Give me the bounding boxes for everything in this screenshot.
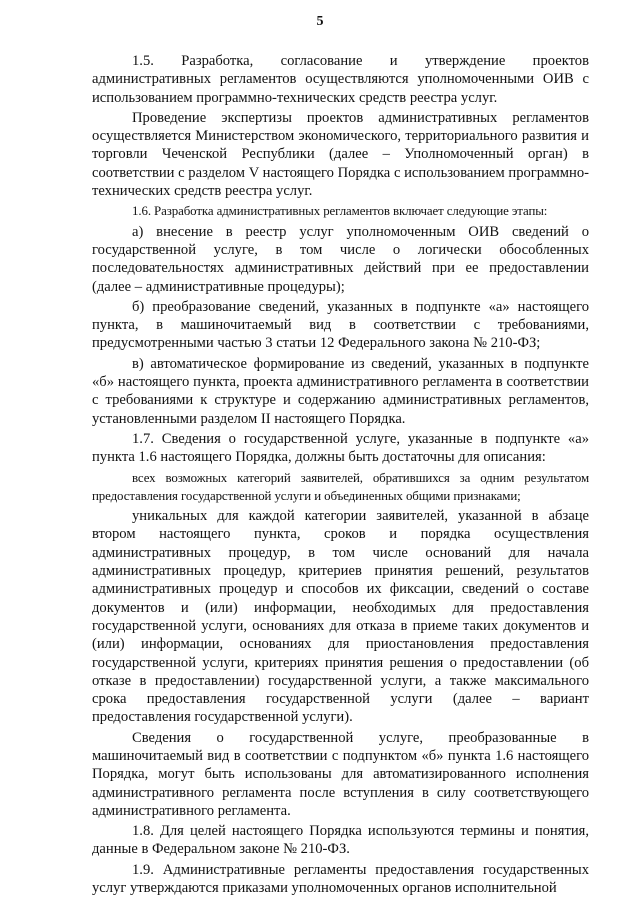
paragraph-1-5: 1.5. Разработка, согласование и утверждение проектов административных регламентов осуществляются уполномоченными ОИВ с использованием программно-технических средств реестра услуг. <box>92 53 589 106</box>
paragraph-1-6: 1.6. Разработка административных регламентов включает следующие этапы: <box>132 204 548 219</box>
paragraph-1-7: 1.7. Сведения о государственной услуге, указанные в подпункте «а» пункта 1.6 настоящего Порядка, должны быть достаточны для описания: <box>92 430 589 466</box>
paragraph-1-8: 1.8. Для целей настоящего Порядка используются термины и понятия, данные в Федеральном законе № 210-ФЗ. <box>92 823 589 858</box>
paragraph-1-6-v: в) автоматическое формирование из сведений, указанных в подпункте «б» настоящего пункта, проекта административного регламента в соответствии с требованиями к структуре и содержанию административных регламентов, установленными разделом II настоящего Порядка. <box>92 355 589 427</box>
document-body <box>92 52 589 899</box>
paragraph-1-6-b: б) преобразование сведений, указанных в подпункте «а» настоящего пункта, в машиночитаемый вид в соответствии с требованиями, предусмотренными частью 3 статьи 12 Федерального закона № 210-ФЗ; <box>92 298 589 352</box>
paragraph-expertise: Проведение экспертизы проектов административных регламентов осуществляется Министерством экономического, территориального развития и торговли Чеченской Республики (далее – Уполномоченный орган) в соответствии с разделом V настоящего Порядка с использованием программно-технических средств реестра услуг. <box>92 109 589 200</box>
paragraph-1-7-categories: всех возможных категорий заявителей, обратившихся за одним результатом предоставления государственной услуги и объединенных общими признаками; <box>92 470 589 503</box>
paragraph-1-9: 1.9. Административные регламенты предоставления государственных услуг утверждаются приказами уполномоченных органов исполнительной <box>92 861 589 897</box>
paragraph-1-6-a: а) внесение в реестр услуг уполномоченным ОИВ сведений о государственной услуге, в том числе о логически обособленных последовательностях административных действий при ее предоставлении (далее – административные процедуры); <box>92 223 589 295</box>
paragraph-1-7-machine-readable: Сведения о государственной услуге, преобразованные в машиночитаемый вид в соответствии с подпунктом «б» пункта 1.6 настоящего Порядка, могут быть использованы для автоматизированного исполнения административного регламента после вступления в силу соответствующего административного регламента. <box>92 729 589 819</box>
page-number: 5 <box>316 14 324 29</box>
paragraph-1-7-unique: уникальных для каждой категории заявителей, указанной в абзаце втором настоящего пункта, сроков и порядка осуществления административных процедур, в том числе оснований для начала административных процедур, критериев принятия решений, результатов административных процедур и способов их фиксации, сведений о составе документов и (или) информации, необходимых для предоставления государственной услуги, основаниях для отказа в приеме таких документов и (или) информации, основаниях для приостановления предоставления государственной услуги, критериях принятия решения о предоставлении (об отказе в предоставлении) государственной услуги, а также максимального срока предоставления государственной услуги (далее – вариант предоставления государственной услуги). <box>92 508 589 726</box>
